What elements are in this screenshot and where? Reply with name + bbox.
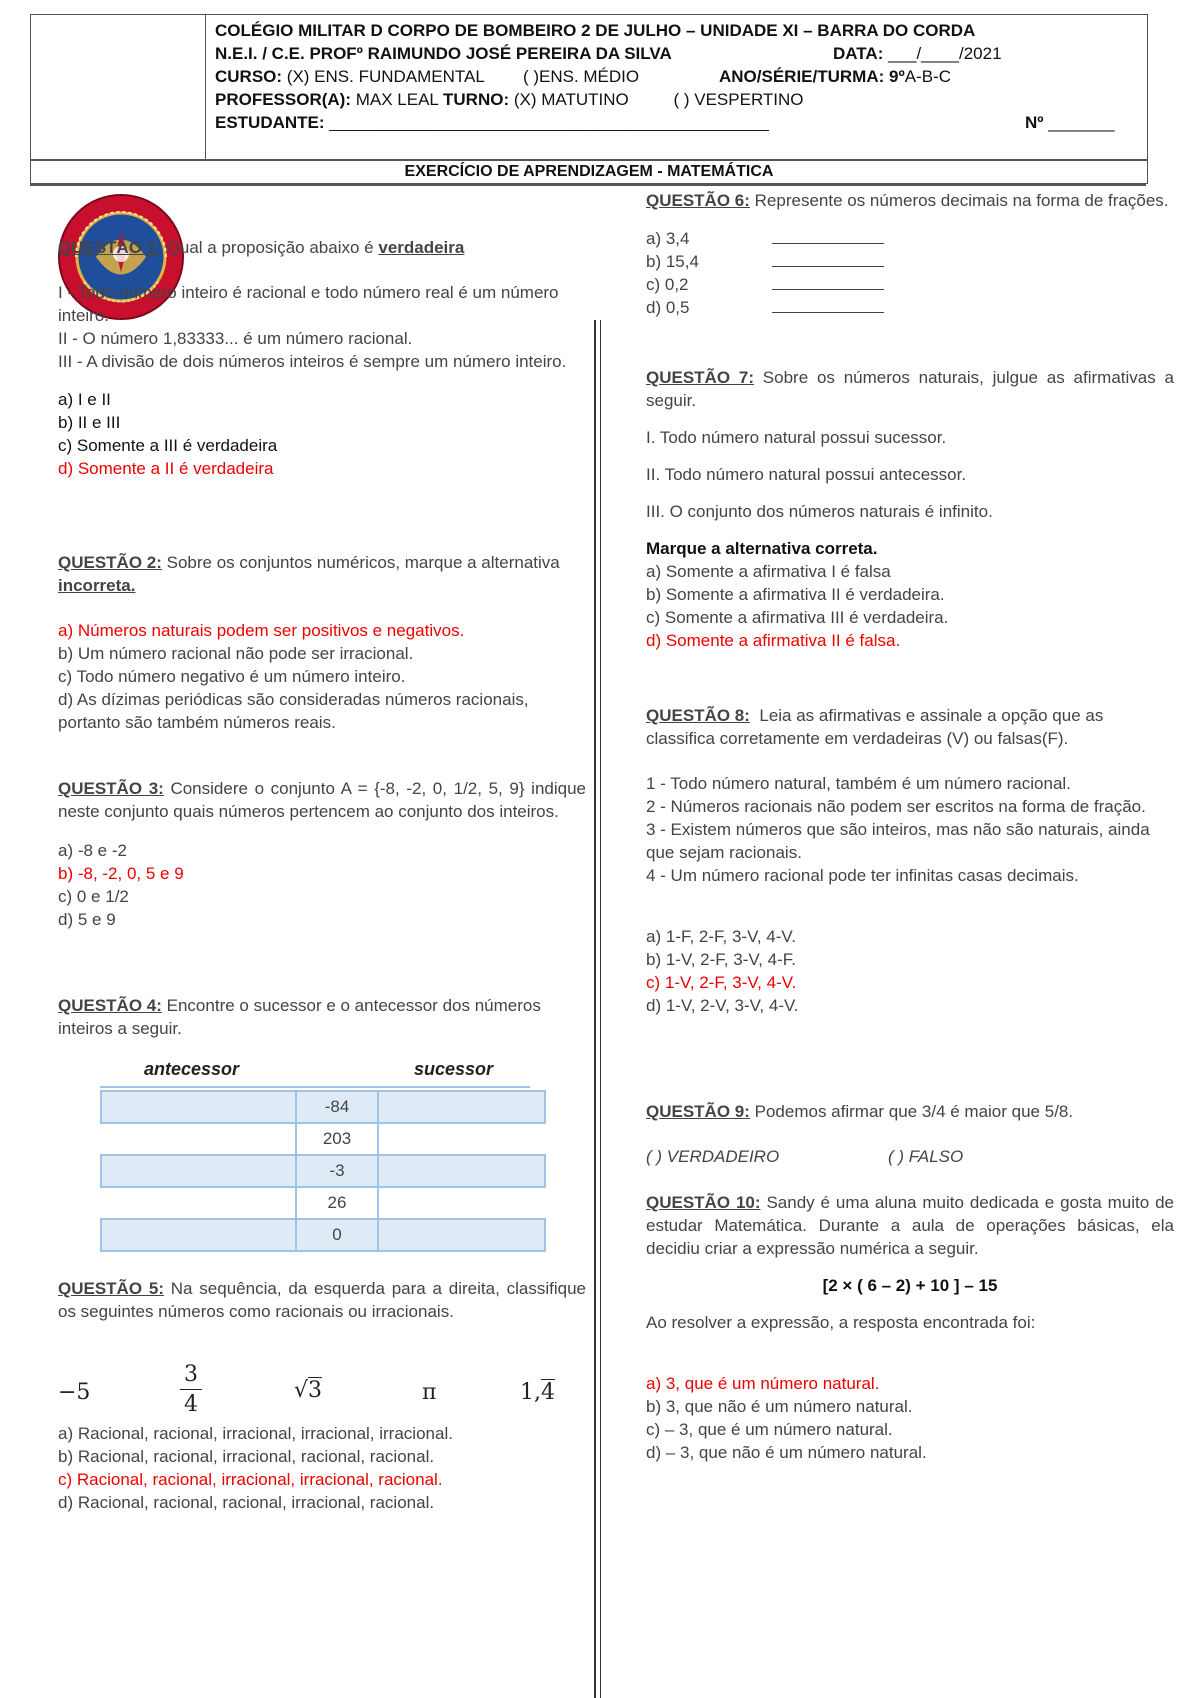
number-cell: 26 [296,1187,378,1219]
column-divider [594,320,596,1698]
q8-prompt: Leia as afirmativas e assinale a opção que as classifica corretamente em verdadeiras (V) ou falsas(F). [646,706,1104,748]
q6-option-b: b) 15,4 [646,252,699,271]
q10-option-b[interactable]: b) 3, que não é um número natural. [646,1397,913,1416]
date-label: DATA: [833,44,884,63]
q7-label: QUESTÃO 7: [646,368,754,387]
q7-prompt: Sobre os números naturais, julgue as afirmativas a seguir. [646,368,1174,410]
q4-col-antecessor: antecessor [144,1059,240,1079]
q10-question: Ao resolver a expressão, a resposta encontrada foi: [646,1313,1036,1332]
q5-option-a[interactable]: a) Racional, racional, irracional, irracional, irracional. [58,1424,453,1443]
antecessor-cell[interactable] [101,1123,296,1155]
q2-label: QUESTÃO 2: [58,553,162,572]
number-cell: -84 [296,1091,378,1123]
estudante-label: ESTUDANTE: [215,113,325,132]
q9-label: QUESTÃO 9: [646,1102,750,1121]
title-underline [30,184,1146,186]
q5-prompt: Na sequência, da esquerda para a direita, classifique os seguintes números como racionais ou irracionais. [58,1279,586,1321]
q4-table [100,1090,546,1252]
question-3 [58,777,586,931]
q7-item-1: I. Todo número natural possui sucessor. [646,428,947,447]
question-9 [646,1100,1174,1168]
school-unit: N.E.I. / C.E. PROFº RAIMUNDO JOSÉ PEREIRA DA SILVA [215,44,672,63]
q4-label: QUESTÃO 4: [58,996,162,1015]
school-name: COLÉGIO MILITAR D CORPO DE BOMBEIRO 2 DE JULHO – UNIDADE XI – BARRA DO CORDA [215,21,976,40]
professor-label: PROFESSOR(A): [215,90,351,109]
q5-options [58,1422,586,1514]
q10-prompt: Sandy é uma aluna muito dedicada e gosta muito de estudar Matemática. Durante a aula de operações básicas, ela decidiu criar a expressão numérica a seguir. [646,1193,1174,1258]
q9-option-true[interactable]: ( ) VERDADEIRO [646,1147,780,1166]
q1-prompt: Qual a proposição abaixo é [166,238,374,257]
q7-item-3: III. O conjunto dos números naturais é infinito. [646,502,993,521]
q10-expression: [2 × ( 6 – 2) + 10 ] – 15 [822,1276,998,1295]
q9-option-false[interactable]: ( ) FALSO [888,1147,964,1166]
q6-label: QUESTÃO 6: [646,191,750,210]
q6-option-c: c) 0,2 [646,275,689,294]
number-cell: 203 [296,1123,378,1155]
q5-fraction [180,1362,202,1417]
q10-option-a[interactable]: a) 3, que é um número natural. [646,1374,880,1393]
q8-item-2: 2 - Números racionais não podem ser escritos na forma de fração. [646,797,1146,816]
q2-option-b[interactable]: b) Um número racional não pode ser irracional. [58,644,414,663]
q6-answer-a[interactable] [772,229,884,244]
question-7 [646,366,1174,652]
header-box [30,14,1148,161]
professor-value: MAX LEAL [355,90,439,109]
date-value[interactable]: ___/____/2021 [888,44,1002,63]
table-row [101,1187,545,1219]
q2-option-d[interactable]: d) As dízimas periódicas são consideradas números racionais, portanto são também números reais. [58,690,529,732]
number-cell: 0 [296,1219,378,1251]
q8-label: QUESTÃO 8: [646,706,750,725]
q3-option-b[interactable]: b) -8, -2, 0, 5 e 9 [58,864,184,883]
curso-option-medio[interactable]: ( )ENS. MÉDIO [522,67,640,86]
q1-option-c[interactable]: c) Somente a III é verdadeira [58,436,278,455]
q1-prompt-emphasis: verdadeira [378,238,465,257]
q5-sqrt-three: √3 [294,1378,323,1403]
q8-item-1: 1 - Todo número natural, também é um número racional. [646,774,1071,793]
q3-prompt: Considere o conjunto A = {-8, -2, 0, 1/2, 5, 9} indique neste conjunto quais números pertencem ao conjunto dos inteiros. [58,779,586,821]
q7-option-d[interactable]: d) Somente a afirmativa II é falsa. [646,631,901,650]
q5-option-c[interactable]: c) Racional, racional, irracional, irracional, racional. [58,1470,443,1489]
q3-label: QUESTÃO 3: [58,779,164,798]
question-1 [58,236,586,480]
q8-item-4: 4 - Um número racional pode ter infinitas casas decimais. [646,866,1079,885]
q5-sqrt-arg: 3 [308,1378,323,1403]
sucessor-cell[interactable] [378,1123,545,1155]
q5-label: QUESTÃO 5: [58,1279,164,1298]
q5-decimal-rep: 4 [541,1380,555,1405]
sucessor-cell[interactable] [378,1091,545,1123]
q7-option-b[interactable]: b) Somente a afirmativa II é verdadeira. [646,585,945,604]
q8-item-3: 3 - Existem números que são inteiros, mas não são naturais, ainda que sejam racionais. [646,820,1150,862]
q5-pi: π [422,1380,437,1405]
q1-item-2: II - O número 1,83333... é um número racional. [58,329,413,348]
turno-option-matutino[interactable]: (X) MATUTINO [513,90,629,109]
q2-option-a[interactable]: a) Números naturais podem ser positivos e negativos. [58,621,465,640]
q7-option-a[interactable]: a) Somente a afirmativa I é falsa [646,562,891,581]
q5-option-b[interactable]: b) Racional, racional, irracional, racional, racional. [58,1447,435,1466]
header-text [215,19,1145,135]
ano-value-number: 9º [889,67,905,86]
q5-fraction-numerator: 3 [184,1362,198,1387]
q1-option-d[interactable]: d) Somente a II é verdadeira [58,459,274,478]
q2-prompt-emphasis: incorreta. [58,576,136,595]
table-row [101,1155,545,1187]
question-6 [646,189,1174,319]
q8-option-b[interactable]: b) 1-V, 2-F, 3-V, 4-F. [646,950,796,969]
ano-label: ANO/SÉRIE/TURMA: [719,67,885,86]
q10-option-d[interactable]: d) – 3, que não é um número natural. [646,1443,927,1462]
q10-option-c[interactable]: c) – 3, que é um número natural. [646,1420,893,1439]
table-row [101,1091,545,1123]
antecessor-cell[interactable] [101,1187,296,1219]
question-5 [58,1277,586,1323]
antecessor-cell[interactable] [101,1219,296,1251]
table-row [101,1219,545,1251]
curso-option-fundamental[interactable]: (X) ENS. FUNDAMENTAL [286,67,485,86]
q7-instruction: Marque a alternativa correta. [646,539,878,558]
q4-prompt: Encontre o sucessor e o antecessor dos números inteiros a seguir. [58,996,541,1038]
q1-option-b[interactable]: b) II e III [58,413,121,432]
curso-label: CURSO: [215,67,283,86]
q7-option-c[interactable]: c) Somente a afirmativa III é verdadeira. [646,608,949,627]
q5-decimal-int: 1, [520,1380,541,1405]
question-2 [58,551,586,734]
q7-item-2: II. Todo número natural possui antecessor. [646,465,967,484]
turno-option-vespertino[interactable]: ( ) VESPERTINO [673,90,804,109]
q10-label: QUESTÃO 10: [646,1193,761,1212]
q8-option-a[interactable]: a) 1-F, 2-F, 3-V, 4-V. [646,927,796,946]
number-cell: -3 [296,1155,378,1187]
header-logo-cell [31,15,206,160]
q2-prompt: Sobre os conjuntos numéricos, marque a alternativa [166,553,560,572]
question-4 [58,994,586,1040]
q6-answer-b[interactable] [772,252,884,267]
q1-item-1: I - Todo número inteiro é racional e todo número real é um número inteiro. [58,283,559,325]
page-title: EXERCÍCIO DE APRENDIZAGEM - MATEMÁTICA [30,159,1148,184]
question-10 [646,1191,1174,1464]
q4-table-top-rule [100,1086,530,1088]
q3-option-a[interactable]: a) -8 e -2 [58,841,127,860]
q1-label: QUESTÃO 1: [58,238,162,257]
q9-prompt: Podemos afirmar que 3/4 é maior que 5/8. [754,1102,1074,1121]
q2-option-c[interactable]: c) Todo número negativo é um número inteiro. [58,667,406,686]
q3-option-c[interactable]: c) 0 e 1/2 [58,887,129,906]
q1-item-3: III - A divisão de dois números inteiros é sempre um número inteiro. [58,352,567,371]
q6-answer-c[interactable] [772,275,884,290]
q5-number-minus-five: −5 [58,1380,91,1405]
sucessor-cell[interactable] [378,1187,545,1219]
q3-option-d[interactable]: d) 5 e 9 [58,910,116,929]
numero-field[interactable]: _______ [1048,113,1115,132]
q5-repeating-decimal [520,1380,555,1405]
q6-prompt: Represente os números decimais na forma de frações. [754,191,1169,210]
antecessor-cell[interactable] [101,1155,296,1187]
question-8 [646,704,1174,1017]
q6-option-d: d) 0,5 [646,298,690,317]
antecessor-cell[interactable] [101,1091,296,1123]
sucessor-cell[interactable] [378,1219,545,1251]
table-row [101,1123,545,1155]
q4-col-sucessor: sucessor [414,1059,494,1079]
q6-option-a: a) 3,4 [646,229,690,248]
numero-label: Nº [1025,113,1044,132]
q1-option-a[interactable]: a) I e II [58,390,111,409]
turno-label: TURNO: [443,90,510,109]
q5-fraction-denominator: 4 [180,1389,202,1417]
q8-option-c[interactable]: c) 1-V, 2-F, 3-V, 4-V. [646,973,797,992]
ano-value: A-B-C [904,67,951,86]
q8-option-d[interactable]: d) 1-V, 2-V, 3-V, 4-V. [646,996,799,1015]
estudante-field[interactable]: ________________________________________________________ [329,115,769,132]
q6-answer-d[interactable] [772,298,884,313]
column-divider-inner [600,320,601,1698]
q5-option-d[interactable]: d) Racional, racional, racional, irracional, racional. [58,1493,435,1512]
sucessor-cell[interactable] [378,1155,545,1187]
